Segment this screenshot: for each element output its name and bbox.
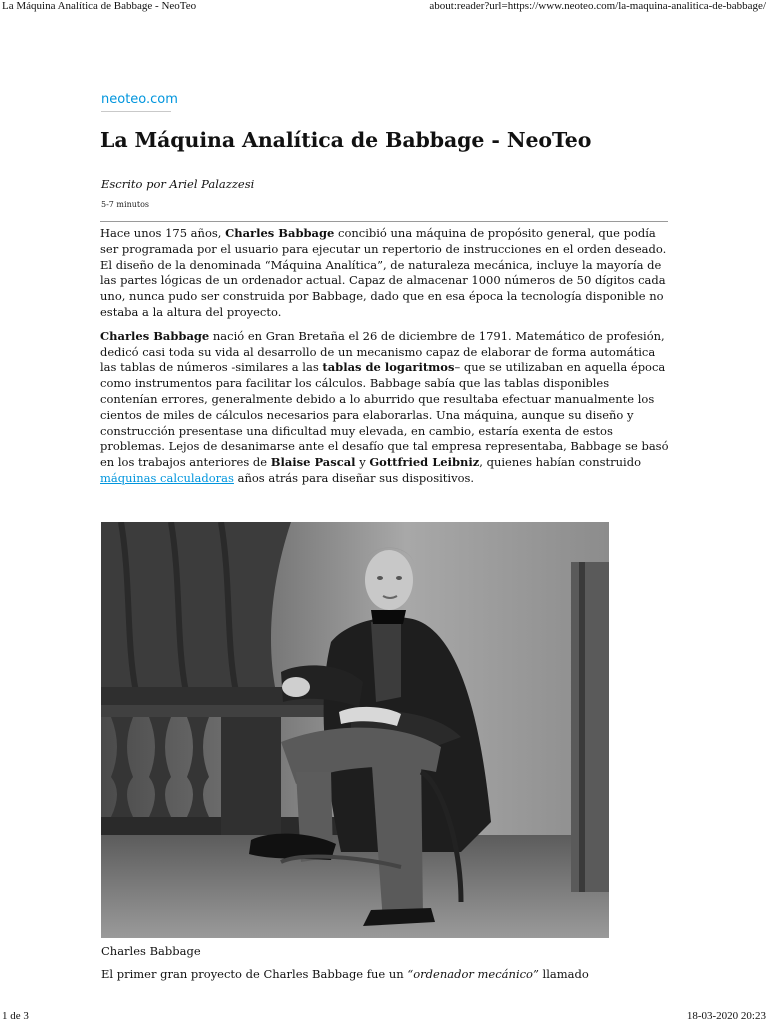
print-page-url: about:reader?url=https://www.neoteo.com/la-maquina-analitica-de-babbage/ bbox=[429, 0, 766, 12]
print-page-title: La Máquina Analítica de Babbage - NeoTeo bbox=[2, 0, 197, 12]
text-run: El primer gran proyecto de Charles Babbage fue un bbox=[101, 967, 408, 981]
print-header bbox=[0, 0, 768, 16]
header-divider bbox=[100, 221, 668, 222]
paragraph-first-project bbox=[101, 967, 671, 981]
portrait-image bbox=[101, 522, 609, 938]
text-run: , quienes habían construido bbox=[479, 455, 642, 470]
bold-name: Charles Babbage bbox=[225, 226, 335, 240]
bold-name: Blaise Pascal bbox=[270, 455, 356, 470]
text-run: – que se utilizaban en aquella época como instrumentos para facilitar los cálculos. Babbage sabía que las tablas disponibles contenían errores, generalmente debido a lo aburrido que resultaba efectuar manualmente los cientos de miles de cálculos necesarios para elaborarlas. Una máquina, aunque su diseño y construcción presentase una dificultad muy elevada, en cambio, estaría exenta de estos problemas. Lejos de desanimarse ante el desafío que tal empresa representaba, Babbage se basó en los trabajos anteriores de bbox=[100, 360, 669, 470]
text-run: años atrás para diseñar sus dispositivos. bbox=[233, 470, 475, 485]
text-run: concibió una máquina de propósito general, que podía ser programada por el usuario para ejecutar un repertorio de instrucciones en el orden deseado. El diseño de la denominada “Máquina Analítica”, de naturaleza mecánica, incluye la mayoría de las partes lógicas de un ordenador actual. Capaz de almacenar 1000 números de 50 dígitos cada uno, nunca pudo ser construida por Babbage, dado que en esa época la tecnología disponible no estaba a la altura del proyecto. bbox=[100, 226, 667, 319]
italic-term: “ordenador mecánico” bbox=[407, 967, 539, 981]
print-footer bbox=[0, 1008, 768, 1024]
link-calculating-machines[interactable]: máquinas calculadoras bbox=[100, 470, 234, 485]
bold-name: Charles Babbage bbox=[100, 328, 210, 343]
paragraph-intro bbox=[100, 226, 670, 321]
site-domain-link[interactable]: neoteo.com bbox=[101, 92, 178, 107]
text-run: llamado bbox=[538, 967, 589, 981]
print-timestamp: 18-03-2020 20:23 bbox=[686, 1010, 766, 1022]
bold-term: tablas de logaritmos bbox=[322, 360, 455, 375]
paragraph-biography bbox=[100, 329, 670, 487]
text-run: nació en Gran Bretaña el 26 de diciembre de 1791. Matemático de profesión, dedicó casi toda su vida al desarrollo de un mecanismo capaz de elaborar de forma automática las tablas de números -similares a las bbox=[100, 328, 665, 375]
article-byline: Escrito por Ariel Palazzesi bbox=[101, 177, 255, 191]
page-count: 1 de 3 bbox=[2, 1010, 29, 1022]
reading-time: 5-7 minutos bbox=[101, 200, 150, 209]
portrait-photo bbox=[101, 522, 609, 938]
site-link-divider bbox=[101, 111, 171, 112]
text-run: Hace unos 175 años, bbox=[100, 226, 226, 240]
text-run: y bbox=[355, 455, 370, 470]
article-body bbox=[100, 226, 670, 495]
figure-caption: Charles Babbage bbox=[101, 944, 201, 958]
bold-name: Gottfried Leibniz bbox=[369, 455, 480, 470]
article-title: La Máquina Analítica de Babbage - NeoTeo bbox=[100, 128, 592, 152]
